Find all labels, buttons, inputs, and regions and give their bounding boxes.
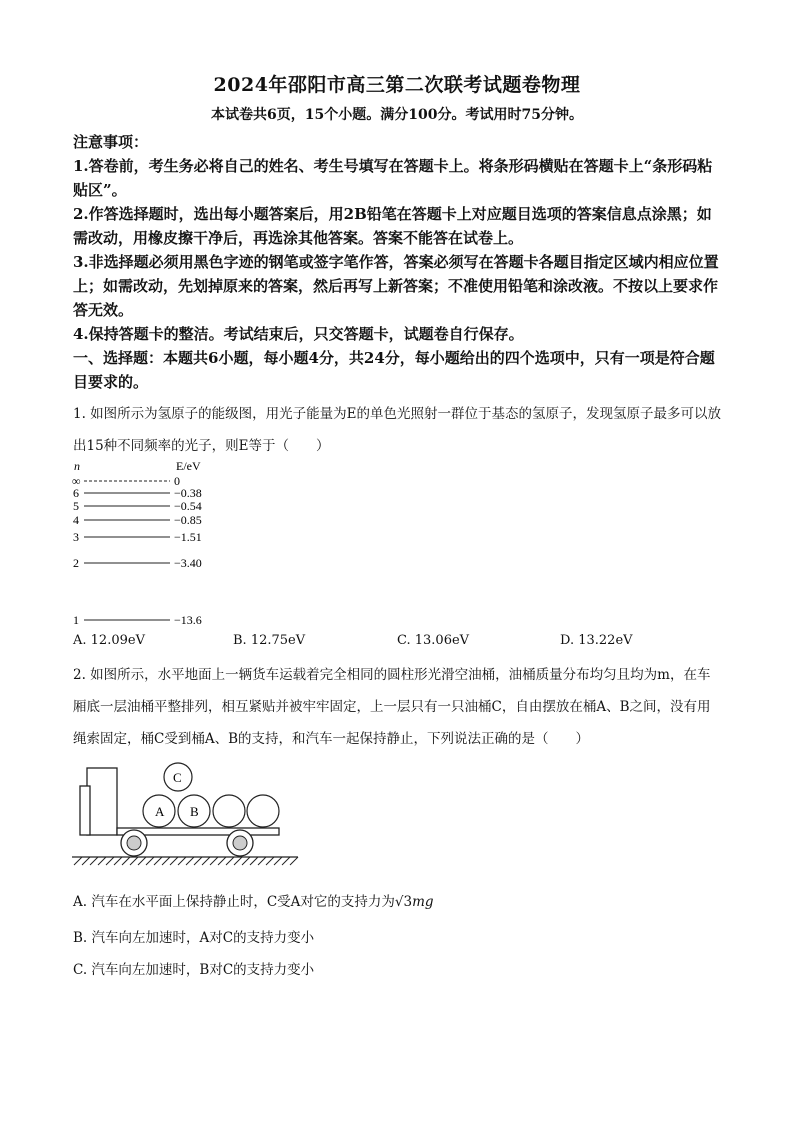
truck-front — [80, 786, 90, 835]
q2-option-b: B. 汽车向左加速时，A对C的支持力变小 — [73, 930, 315, 946]
question-2-text: 2. 如图所示，水平地面上一辆货车运载着完全相同的圆柱形光滑空油桶，油桶质量分布均匀且均为m，在车厢底一层油桶平整排列，相互紧贴并被牢牢固定，上一层只有一只油桶C，自由摆放在桶A、B之间，没有用绳索固定，桶C受到桶A、B的支持，和汽车一起保持静止，下列说法正确的是（ ） — [73, 667, 711, 747]
q1-option-c: C. 13.06eV — [397, 633, 470, 648]
level-e-6: −0.38 — [174, 486, 202, 500]
note-item-1: 1.答卷前，考生务必将自己的姓名、考生号填写在答题卡上。将条形码横贴在答题卡上“条形码粘贴区”。 — [73, 157, 713, 199]
section-heading: 一、选择题：本题共6小题，每小题4分，共24分，每小题给出的四个选项中，只有一项是符合题目要求的。 — [73, 349, 715, 391]
level-e-4: −0.85 — [174, 513, 202, 527]
barrel-b-label: B — [190, 804, 199, 819]
note-item-3: 3.非选择题必须用黑色字迹的钢笔或签字笔作答，答案必须写在答题卡各题目指定区域内相应位置上；如需改动，先划掉原来的答案，然后再写上新答案；不准使用铅笔和涂改液。不按以上要求作答无效。 — [73, 253, 719, 319]
q1-option-a: A. 12.09eV — [73, 633, 145, 648]
truck-diagram — [70, 760, 310, 872]
level-n-4: 4 — [73, 513, 79, 527]
axis-e-label: E/eV — [176, 459, 201, 473]
level-e-2: −3.40 — [174, 556, 202, 570]
level-n-inf: ∞ — [72, 474, 81, 488]
question-1-text: 1. 如图所示为氢原子的能级图，用光子能量为E的单色光照射一群位于基态的氢原子，发现氢原子最多可以放出15种不同频率的光子，则E等于（ ） — [73, 406, 722, 454]
note-item-4: 4.保持答题卡的整洁。考试结束后，只交答题卡，试题卷自行保存。 — [73, 325, 524, 343]
barrel-3 — [213, 795, 245, 827]
barrel-4 — [247, 795, 279, 827]
level-n-6: 6 — [73, 486, 79, 500]
axis-n-label: n — [74, 459, 80, 473]
page-subtitle: 本试卷共6页，15个小题。满分100分。考试用时75分钟。 — [211, 107, 583, 123]
wheel-rear-hub — [233, 836, 247, 850]
level-n-3: 3 — [73, 530, 79, 544]
note-item-2: 2.作答选择题时，选出每小题答案后，用2B铅笔在答题卡上对应题目选项的答案信息点涂黑；如需改动，用橡皮擦干净后，再选涂其他答案。答案不能答在试卷上。 — [73, 205, 712, 247]
level-e-inf: 0 — [174, 474, 180, 488]
q2-option-a-text: A. 汽车在水平面上保持静止时，C受A对它的支持力为 — [73, 894, 395, 910]
q2-option-c: C. 汽车向左加速时，B对C的支持力变小 — [73, 962, 315, 978]
level-n-5: 5 — [73, 499, 79, 513]
page-title: 2024年邵阳市高三第二次联考试题卷物理 — [213, 74, 581, 96]
level-e-1: −13.6 — [174, 613, 202, 627]
wheel-front-hub — [127, 836, 141, 850]
barrel-a-label: A — [155, 804, 165, 819]
q2-option-a-math: mg — [412, 894, 434, 910]
energy-level-diagram — [70, 458, 270, 628]
sqrt-symbol: √3 — [394, 894, 413, 910]
level-n-2: 2 — [73, 556, 79, 570]
level-e-3: −1.51 — [174, 530, 202, 544]
ground-hatching — [74, 857, 298, 865]
level-e-5: −0.54 — [174, 499, 202, 513]
q1-option-b: B. 12.75eV — [233, 633, 306, 648]
barrel-c-label: C — [173, 770, 182, 785]
q2-option-a — [73, 890, 434, 910]
level-n-1: 1 — [73, 613, 79, 627]
notes-heading: 注意事项： — [73, 133, 149, 151]
truck-cab — [87, 768, 117, 835]
q1-option-d: D. 13.22eV — [560, 633, 633, 648]
notes-section — [73, 130, 723, 394]
